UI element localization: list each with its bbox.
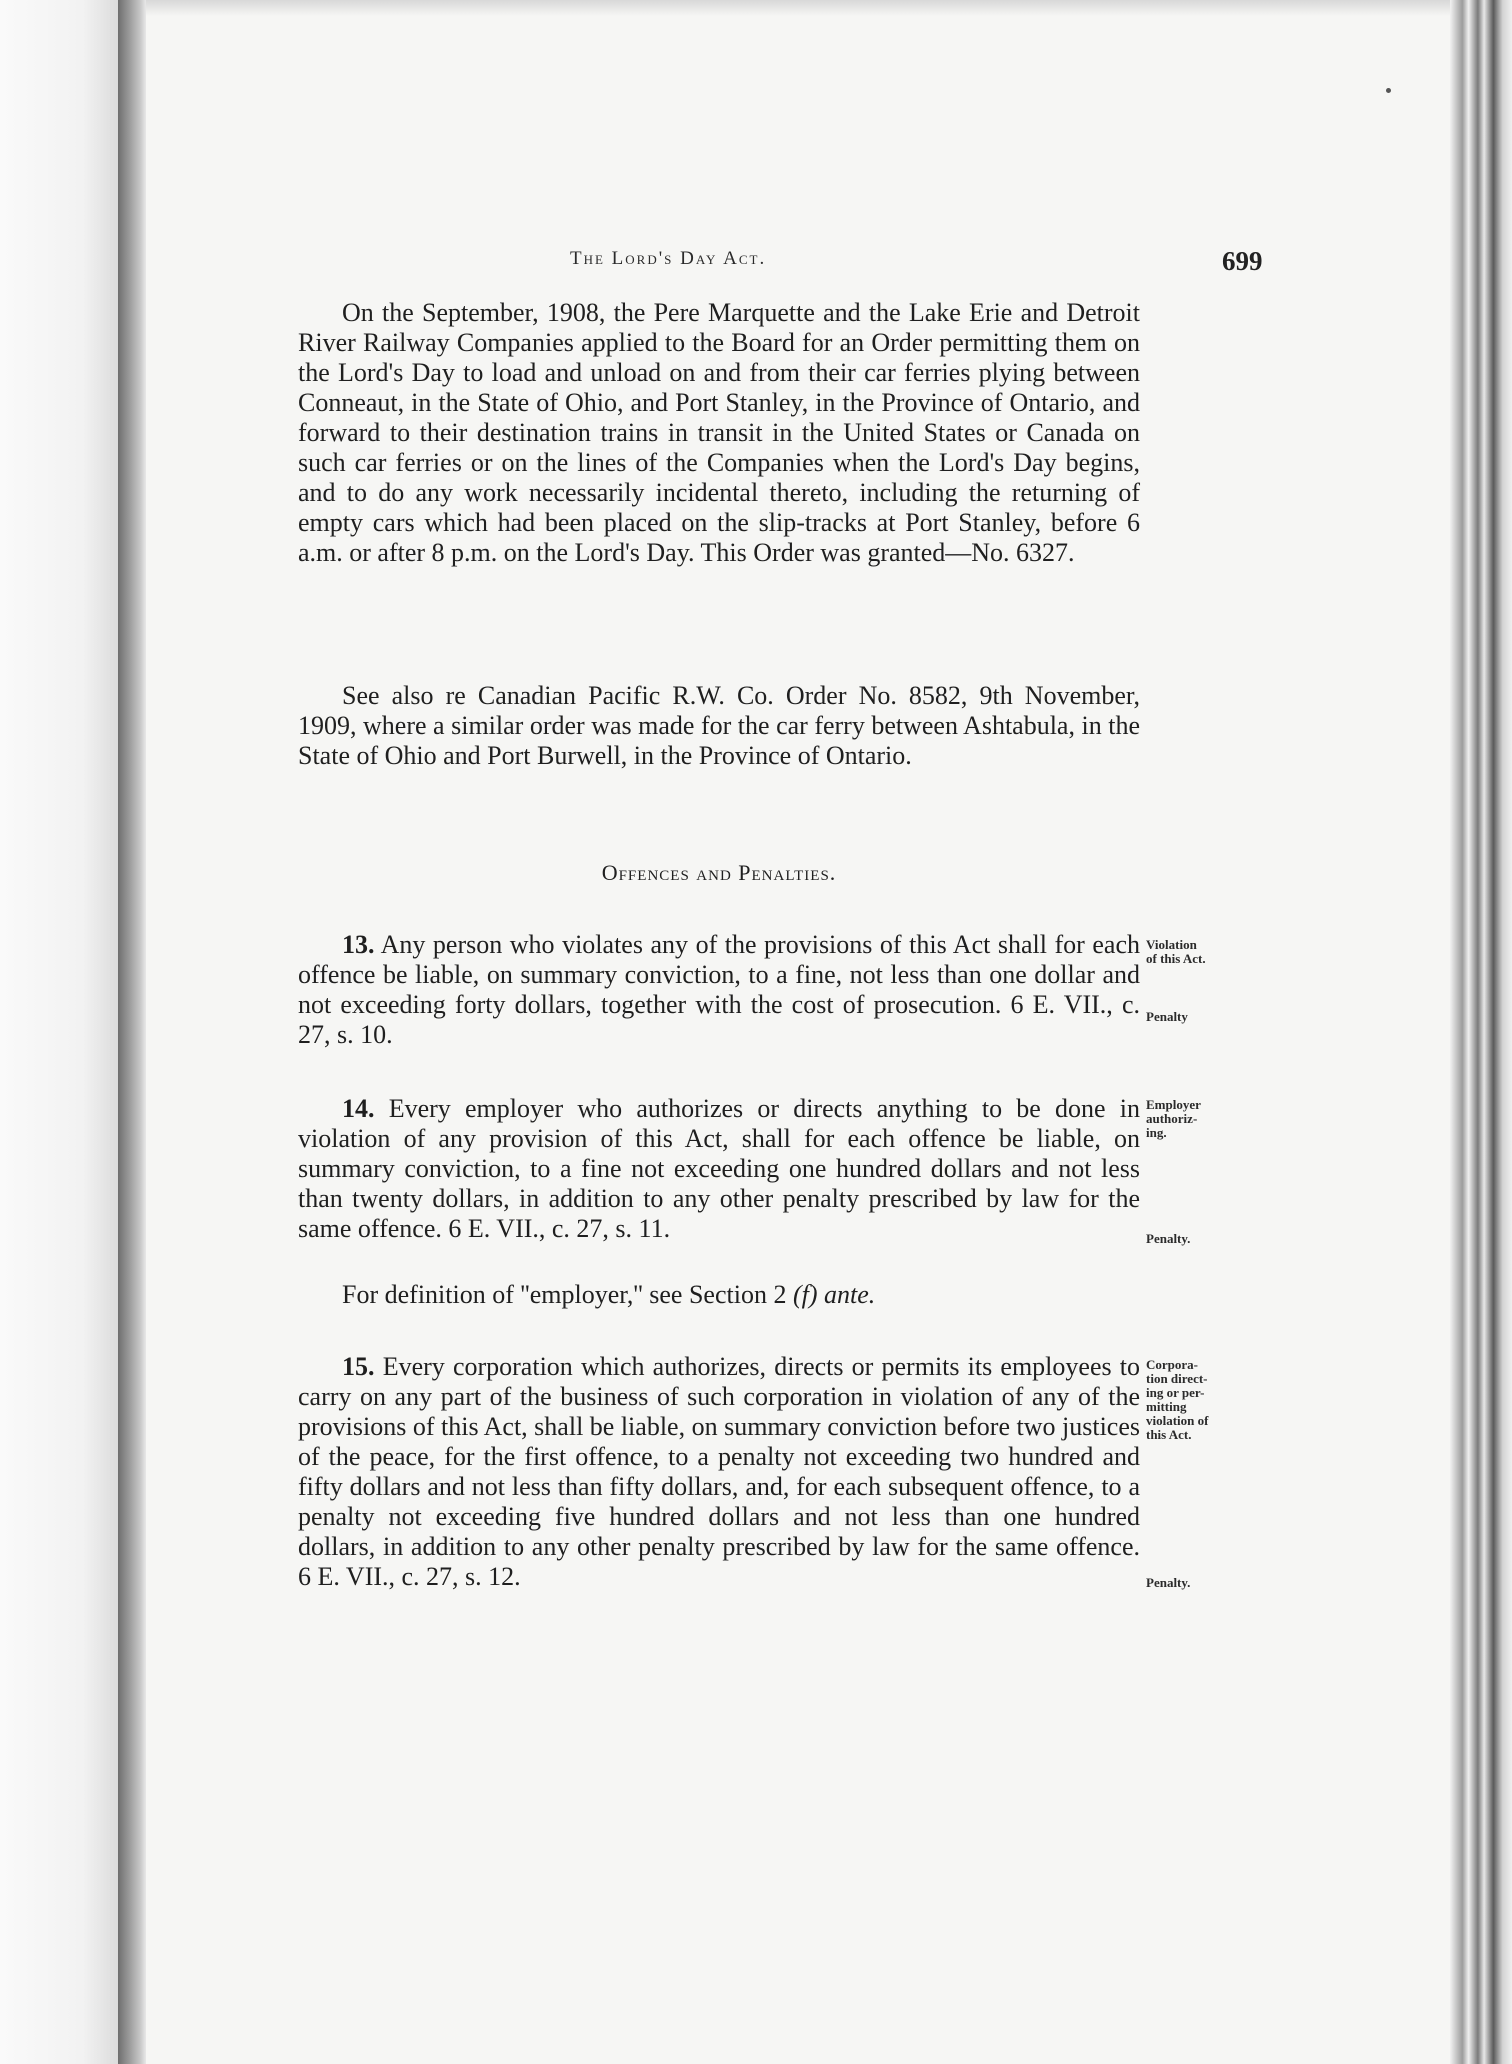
- marginal-note-penalty: Penalty.: [1146, 1231, 1191, 1246]
- paragraph-text: On the September, 1908, the Pere Marquette and the Lake Erie and Detroit River Railway Companies applied to the Board for an Order permitting them on the Lord's Day to load and unload on and from their car ferries plying between Conneaut, in the State of Ohio, and Port Stanley, in the Province of Ontario, and forward to their destination trains in transit in the United States or Canada on such car ferries or on the lines of the Companies when the Lord's Day begins, and to do any work necessarily incidental thereto, including the returning of empty cars which had been placed on the slip-tracks at Port Stanley, before 6 a.m. or after 8 p.m. on the Lord's Day. This Order was granted—No. 6327.: [298, 298, 1140, 567]
- marginal-line: mitting: [1146, 1399, 1187, 1414]
- section-14: [298, 1094, 1140, 1244]
- marginal-note-corporation: [1146, 1358, 1256, 1442]
- section-heading: Offences and Penalties.: [601, 860, 837, 885]
- marginal-note-employer: [1146, 1098, 1256, 1140]
- paragraph-ferry-order: [298, 298, 1140, 568]
- facing-page-edge: [0, 0, 118, 2064]
- note-text: [298, 1280, 1140, 1310]
- employer-definition-note: [298, 1280, 1140, 1310]
- marginal-line: ing or per-: [1146, 1385, 1205, 1400]
- section-13-body: [298, 930, 1140, 1050]
- marginal-line: Corpora-: [1146, 1357, 1198, 1372]
- section-number: 13.: [342, 930, 375, 959]
- section-15: [298, 1352, 1140, 1592]
- section-13: [298, 930, 1140, 1050]
- note-tail: ante.: [823, 1280, 876, 1309]
- page-stack-edge: [1450, 0, 1512, 2064]
- section-number: 14.: [342, 1094, 375, 1123]
- section-14-body: [298, 1094, 1140, 1244]
- section-text: Every employer who authorizes or directs anything to be done in violation of any provision of this Act, shall for each offence be liable, on summary conviction, to a fine not exceeding one hundred dollars and not less than twenty dollars, in addition to any other penalty prescribed by law for the same offence. 6 E. VII., c. 27, s. 11.: [298, 1094, 1140, 1243]
- page-top-shadow: [146, 0, 1450, 16]
- marginal-note-penalty: Penalty: [1146, 1009, 1188, 1024]
- paragraph-text: See also re Canadian Pacific R.W. Co. Order No. 8582, 9th November, 1909, where a similar order was made for the car ferry between Ashtabula, in the State of Ohio and Port Burwell, in the Province of Ontario.: [298, 681, 1140, 770]
- running-head: The Lord's Day Act.: [570, 248, 767, 269]
- marginal-line: of this Act.: [1146, 951, 1206, 966]
- marginal-line: Employer: [1146, 1097, 1201, 1112]
- marginal-note-penalty: Penalty.: [1146, 1575, 1191, 1590]
- marginal-line: violation of: [1146, 1413, 1209, 1428]
- marginal-line: this Act.: [1146, 1427, 1192, 1442]
- section-15-body: [298, 1352, 1140, 1592]
- page-number: 699: [1222, 246, 1263, 276]
- marginal-line: authoriz-: [1146, 1111, 1198, 1126]
- marginal-line: ing.: [1146, 1125, 1167, 1140]
- marginal-note-violation: [1146, 938, 1256, 966]
- section-text: Every corporation which authorizes, directs or permits its employees to carry on any part of the business of such corporation in violation of any of the provisions of this Act, shall be liable, on summary conviction before two justices of the peace, for the first offence, to a penalty not exceeding two hundred and fifty dollars and not less than fifty dollars, and, for each subsequent offence, to a penalty not exceeding five hundred dollars and not less than one hundred dollars, in addition to any other penalty prescribed by law for the same offence. 6 E. VII., c. 27, s. 12.: [298, 1352, 1141, 1591]
- book-spine-shadow: [118, 0, 146, 2064]
- scan-speck: [1386, 88, 1391, 93]
- section-text: Any person who violates any of the provisions of this Act shall for each offence be liable, on summary conviction, to a fine, not less than one dollar and not exceeding forty dollars, together with the cost of prosecution. 6 E. VII., c. 27, s. 10.: [298, 930, 1140, 1049]
- note-lead: For definition of ''employer,'' see Section 2: [342, 1280, 787, 1309]
- marginal-line: Violation: [1146, 937, 1197, 952]
- marginal-line: tion direct-: [1146, 1371, 1208, 1386]
- note-ref: (f): [792, 1280, 818, 1309]
- paragraph-see-also: [298, 681, 1140, 771]
- section-number: 15.: [342, 1352, 375, 1381]
